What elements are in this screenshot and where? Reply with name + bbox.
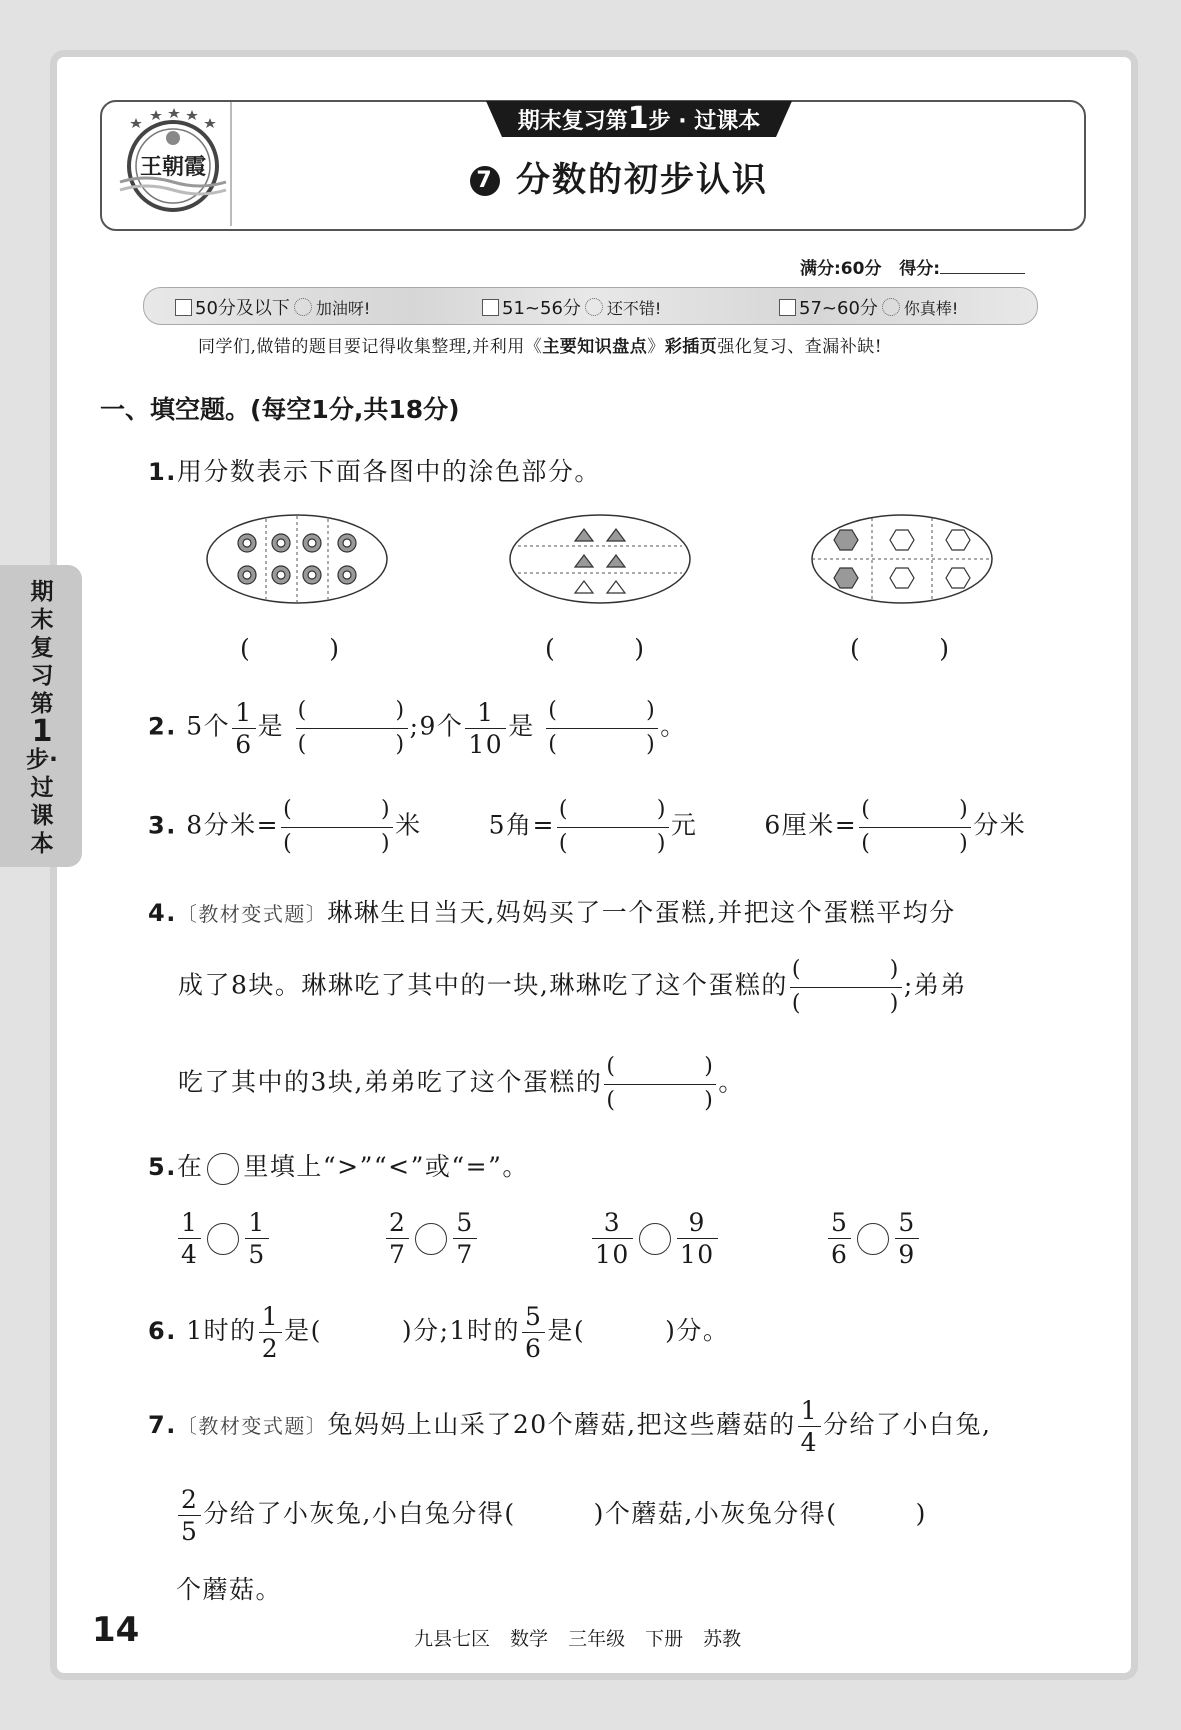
footer-text: 九县七区 数学 三年级 下册 苏教 [414,1628,742,1650]
fraction-blank[interactable]: ( ) ( ) [283,797,392,856]
compare-circle[interactable] [415,1223,447,1255]
comparison-item [590,1210,720,1267]
figure-triangles [508,513,692,605]
score-line [800,254,1025,279]
denominator: 7 [453,1238,476,1267]
question-text: 分给了小白兔, [823,1410,992,1439]
question-4-line-1 [148,893,956,929]
denominator: 10 [465,728,506,757]
question-7-line-2 [176,1487,927,1544]
page-number: 14 [92,1610,140,1650]
numerator: 9 [688,1208,706,1237]
side-char: 习 [30,663,54,689]
score-label: 得分: [899,259,941,279]
notice-part: 》 [647,337,665,357]
compare-circle[interactable] [639,1223,671,1255]
notice-text [198,332,882,357]
question-text: 5角= [488,810,555,840]
question-tag: 〔教材变式题〕 [176,1414,328,1438]
numerator: 1 [261,1302,280,1331]
grade-checkbox[interactable] [175,299,192,316]
numerator: 5 [831,1208,849,1237]
question-text: 是 [508,711,535,741]
side-char: 第 [30,691,54,717]
hexagon-icon [946,568,970,588]
side-number: 1 [31,714,53,749]
fraction-blank[interactable]: ( ) ( ) [791,957,900,1016]
figure-hexagons [810,513,994,605]
fraction-blank[interactable]: ( ) ( ) [297,698,406,757]
question-text: 是 [257,711,285,741]
question-text: 是( [547,1316,586,1345]
question-text: 成了8块。琳琳吃了其中的一块,琳琳吃了这个蛋糕的 [178,970,788,1000]
hexagon-icon [834,530,858,550]
flower-icon [238,566,256,584]
flower-icon [238,534,256,552]
unit-title-text: 分数的初步认识 [516,160,768,200]
question-number: 5. [148,1153,177,1181]
triangle-icon [607,555,625,567]
triangle-icon [575,581,593,593]
question-text: ) [915,1499,927,1528]
denominator: 9 [895,1238,918,1267]
logo-text: 王朝霞 [139,154,207,180]
compare-circle[interactable] [207,1223,239,1255]
question-text: 是( [284,1316,322,1345]
answer-blank[interactable]: ( ) [850,634,949,663]
question-7-line-3 [176,1570,282,1606]
question-text: ;弟弟 [903,970,967,1000]
question-text: 用分数表示下面各图中的涂色部分。 [176,457,601,486]
question-text: 里填上“>”“<”或“=”。 [243,1152,529,1181]
question-text: 兔妈妈上山采了20个蘑菇,把这些蘑菇的 [327,1410,796,1439]
numerator: 2 [181,1485,199,1514]
grade-range: 57~60分 [799,298,878,319]
answer-blank[interactable]: ( ) [240,634,339,663]
fraction [465,697,506,759]
question-text: 6厘米= [764,810,858,840]
circle-icon [207,1153,239,1185]
question-number: 2. [148,712,177,741]
triangle-icon [607,581,625,593]
hexagon-icon [946,530,970,550]
flower-icon [272,566,290,584]
section-title: 一、填空题。(每空1分,共18分) [100,395,460,424]
brand-logo [118,108,228,216]
numerator: 5 [898,1208,916,1237]
question-text: )个蘑菇,小灰兔分得( [593,1499,838,1528]
denominator: 2 [259,1332,282,1361]
question-number: 7. [148,1411,177,1439]
side-char: 课 [30,803,54,829]
numerator: 3 [603,1208,622,1237]
unit-number-badge: 7 [470,166,500,196]
grade-comment: 你真棒! [903,299,959,318]
question-text: 8分米= [186,810,280,840]
unit-label: 元 [670,810,698,840]
numerator: 5 [524,1302,543,1331]
side-char: 过 [30,775,54,801]
grade-range: 50分及以下 [195,298,290,319]
question-2 [148,696,687,760]
triangle-icon [575,529,593,541]
score-blank[interactable] [940,259,1025,274]
side-char: 期 [30,579,54,605]
question-number: 3. [148,811,177,840]
step-number: 1 [627,101,649,136]
step-label [486,101,792,137]
question-4-line-3 [178,1052,745,1116]
fraction-blank[interactable]: ( ) ( ) [558,797,667,856]
flower-icon [338,534,356,552]
side-char: 复 [30,635,54,661]
flower-icon [272,534,290,552]
question-text: 。 [718,1067,745,1097]
smiley-icon [294,298,312,316]
denominator: 5 [178,1515,201,1544]
question-tag: 〔教材变式题〕 [176,902,328,926]
question-text: 1时的 [186,1316,257,1345]
flower-icon [338,566,356,584]
flower-icon [303,534,321,552]
question-text: 在 [176,1152,204,1181]
grade-checkbox[interactable] [482,299,499,316]
notice-bold: 主要知识盘点 [542,337,648,357]
numerator: 1 [248,1208,266,1237]
full-score-label: 满分:60分 [800,259,882,279]
question-text: 吃了其中的3块,弟弟吃了这个蛋糕的 [178,1067,603,1097]
question-text: 。 [660,711,687,741]
denominator: 6 [522,1332,545,1361]
step-prefix: 期末复习第 [517,109,628,134]
grade-range: 51~56分 [502,298,581,319]
denominator: 7 [386,1238,409,1267]
hexagon-icon [890,568,914,588]
smiley-icon [585,298,603,316]
denominator: 5 [245,1238,268,1267]
question-1 [148,452,601,488]
question-3 [148,795,1026,859]
question-number: 1. [148,458,177,486]
numerator: 5 [456,1208,474,1237]
grade-item [175,294,370,320]
smiley-icon [882,298,900,316]
unit-title [470,152,768,202]
comparison-item [384,1210,479,1267]
question-text: 分给了小灰兔,小白兔分得( [203,1499,516,1528]
question-text: 5个 [186,711,231,741]
question-number: 6. [148,1317,177,1345]
question-text: )分。 [665,1316,730,1345]
grade-comment: 还不错! [606,299,662,318]
unit-label: 米 [395,810,422,840]
grade-item [779,294,958,320]
flower-icon [303,566,321,584]
notice-bold: 彩插页 [664,337,718,357]
denominator: 10 [677,1238,718,1267]
side-char: 步· [26,747,58,773]
header-divider [230,102,232,226]
numerator: 1 [181,1208,199,1237]
notice-part: 同学们,做错的题目要记得收集整理,并利用《 [198,337,543,357]
notice-part: 强化复习、查漏补缺! [717,337,883,357]
denominator: 6 [232,728,255,757]
question-7-line-1 [148,1398,991,1455]
grade-item [482,294,661,320]
question-5 [148,1147,529,1185]
question-text: 琳琳生日当天,妈妈买了一个蛋糕,并把这个蛋糕平均分 [327,898,956,927]
comparison-item [176,1210,271,1267]
numerator: 2 [389,1208,407,1237]
unit-label: 分米 [973,810,1027,840]
side-char: 本 [30,831,54,857]
answer-blank[interactable]: ( ) [545,634,644,663]
question-number: 4. [148,899,177,927]
numerator: 1 [235,697,253,727]
hexagon-icon [834,568,858,588]
grade-comment: 加油呀! [315,299,371,318]
question-text: 个蘑菇。 [176,1575,283,1604]
side-tab-text [24,578,60,858]
denominator: 4 [798,1426,821,1455]
question-text: )分;1时的 [401,1316,520,1345]
denominator: 6 [828,1238,851,1267]
denominator: 10 [592,1238,633,1267]
question-4-line-2 [178,955,967,1019]
denominator: 4 [178,1238,201,1267]
fraction [232,697,255,759]
step-suffix: 步 · 过课本 [648,109,761,134]
question-text: ;9个 [409,711,464,741]
figure-flowers [205,513,389,605]
fraction-blank[interactable]: ( ) ( ) [548,698,657,757]
grade-checkbox[interactable] [779,299,796,316]
fraction-blank[interactable]: ( ) ( ) [606,1054,715,1113]
numerator: 1 [800,1396,818,1425]
triangle-icon [575,555,593,567]
triangle-icon [607,529,625,541]
question-6 [148,1304,729,1361]
fraction-blank[interactable]: ( ) ( ) [861,797,970,856]
comparison-item [826,1210,921,1267]
hexagon-icon [890,530,914,550]
numerator: 1 [477,697,495,727]
side-char: 末 [30,607,54,633]
compare-circle[interactable] [857,1223,889,1255]
